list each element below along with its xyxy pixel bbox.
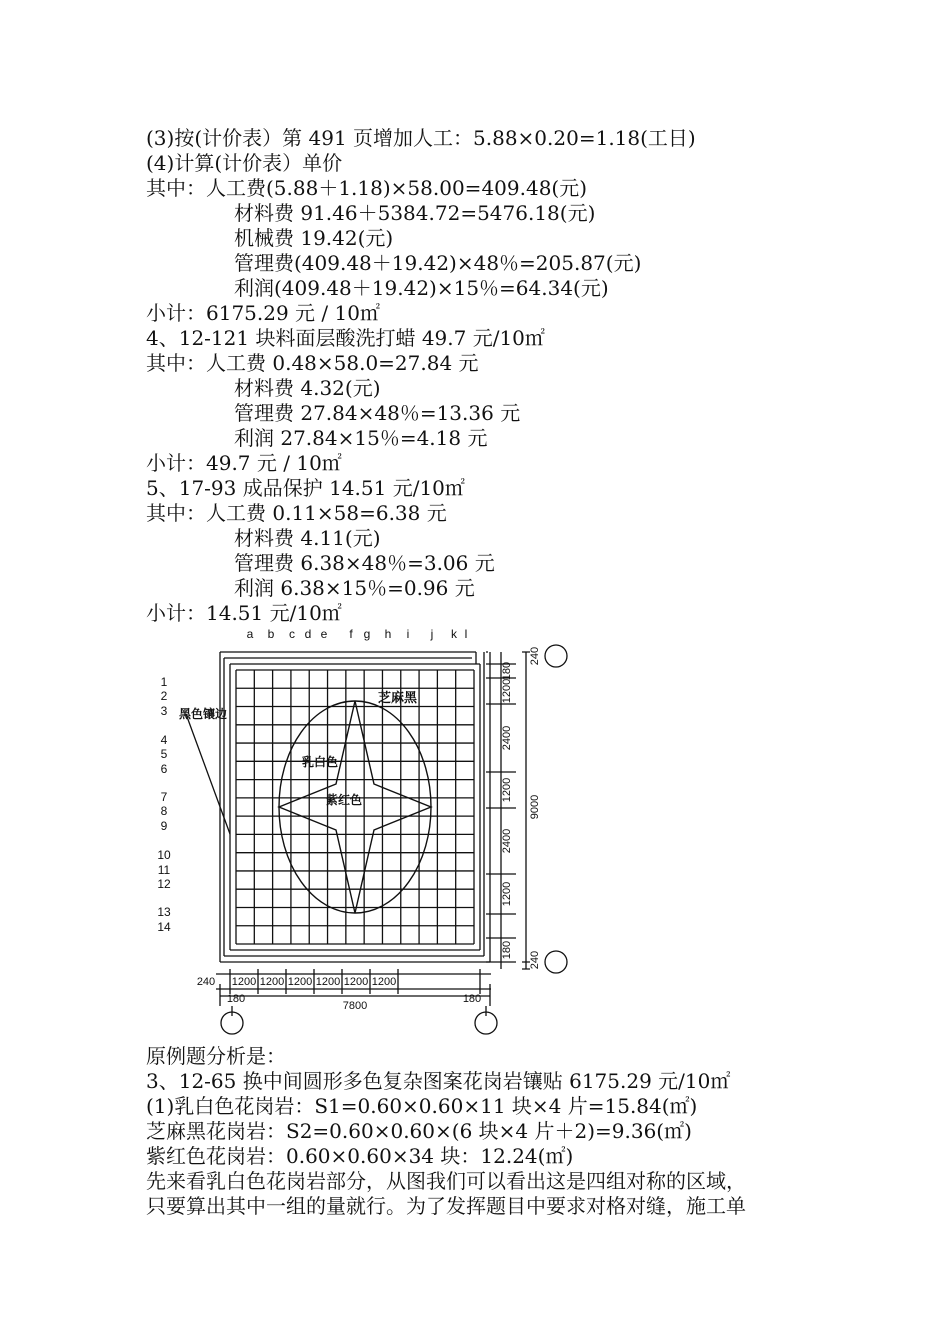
column-letter: c [289, 627, 295, 641]
label-purple-red: 紫红色 [326, 793, 363, 807]
text-line: 机械费 19.42(元) [234, 226, 394, 250]
dimension-label-bottom: 1200 [343, 976, 369, 988]
subtotal-line: 小计：49.7 元 / 10㎡ [146, 451, 342, 475]
dimension-label-bottom-outer: 240 [196, 976, 216, 988]
four-point-star [279, 701, 431, 913]
ellipse-outline [279, 701, 431, 913]
dimension-label-right-outer: 240 [529, 646, 541, 666]
dimension-label-right: 1200 [501, 881, 513, 907]
row-number: 11 [157, 863, 171, 877]
column-letter: k [451, 627, 457, 641]
dimension-label-bottom: 1200 [287, 976, 313, 988]
row-number: 8 [160, 804, 168, 818]
item-heading: 5、17-93 成品保护 14.51 元/10㎡ [146, 476, 465, 500]
row-number: 7 [160, 790, 168, 804]
medallion-pattern [279, 701, 431, 913]
row-number: 10 [157, 848, 171, 862]
row-number: 12 [157, 877, 171, 891]
row-number: 14 [157, 920, 171, 934]
item-heading: 4、12-121 块料面层酸洗打蜡 49.7 元/10㎡ [146, 326, 545, 350]
text-line: 先来看乳白色花岗岩部分，从图我们可以看出这是四组对称的区域， [146, 1169, 746, 1193]
text-line: 管理费 27.84×48％=13.36 元 [234, 401, 521, 425]
row-number: 13 [157, 905, 171, 919]
dimension-label-bottom-edge: 180 [462, 993, 482, 1005]
dimension-label-right: 180 [501, 661, 513, 681]
dimension-label-bottom: 1200 [315, 976, 341, 988]
text-line: (1)乳白色花岗岩：S1=0.60×0.60×11 块×4 片=15.84(㎡) [146, 1094, 698, 1118]
row-number: 9 [160, 819, 168, 833]
dimension-label-total: 7800 [342, 1000, 368, 1012]
tile-grid [236, 670, 474, 944]
row-number: 6 [160, 762, 168, 776]
column-letter: i [406, 627, 410, 641]
text-line: 只要算出其中一组的量就行。为了发挥题目中要求对格对缝，施工单 [146, 1194, 746, 1218]
text-line: 材料费 4.11(元) [234, 526, 381, 550]
text-line: 原例题分析是： [146, 1044, 286, 1068]
floor-plan-diagram [146, 624, 586, 1044]
text-line: (4)计算(计价表）单价 [146, 151, 343, 175]
text-line: 芝麻黑花岗岩：S2=0.60×0.60×(6 块×4 片＋2)=9.36(㎡) [146, 1119, 692, 1143]
column-letter: h [384, 627, 392, 641]
text-line: 紫红色花岗岩：0.60×0.60×34 块：12.24(㎡) [146, 1144, 574, 1168]
dimension-label-bottom-edge: 180 [226, 993, 246, 1005]
dimension-label-bottom: 1200 [231, 976, 257, 988]
text-line: (3)按(计价表）第 491 页增加人工：5.88×0.20=1.18(工日) [146, 126, 696, 150]
text-line: 利润 6.38×15％=0.96 元 [234, 576, 475, 600]
column-letter: l [464, 627, 468, 641]
floor-plan-svg [146, 624, 586, 1044]
text-line: 利润(409.48＋19.42)×15％=64.34(元) [234, 276, 609, 300]
text-line: 其中：人工费 0.48×58.0=27.84 元 [146, 351, 479, 375]
column-letter: b [267, 627, 275, 641]
text-line: 管理费(409.48＋19.42)×48％=205.87(元) [234, 251, 642, 275]
dimension-label-bottom: 1200 [371, 976, 397, 988]
dimension-label-right-outer: 240 [529, 950, 541, 970]
row-number: 1 [160, 675, 168, 689]
dimension-label-right: 2400 [501, 725, 513, 751]
row-number: 4 [160, 733, 168, 747]
text-line: 管理费 6.38×48％=3.06 元 [234, 551, 495, 575]
column-letter: d [304, 627, 312, 641]
dimension-label-right: 180 [501, 940, 513, 960]
text-line: 材料费 4.32(元) [234, 376, 381, 400]
subtotal-line: 小计：14.51 元/10㎡ [146, 601, 342, 625]
text-line: 其中：人工费 0.11×58=6.38 元 [146, 501, 447, 525]
dimension-label-right: 2400 [501, 828, 513, 854]
label-milk-white: 乳白色 [302, 755, 339, 769]
item-heading: 3、12-65 换中间圆形多色复杂图案花岗岩镶贴 6175.29 元/10㎡ [146, 1069, 731, 1093]
row-number: 2 [160, 689, 168, 703]
column-letter: g [363, 627, 371, 641]
subtotal-line: 小计：6175.29 元 / 10㎡ [146, 301, 380, 325]
label-sesame-black: 芝麻黑 [378, 690, 418, 705]
dimension-label-right: 1200 [501, 678, 513, 704]
row-number: 5 [160, 747, 168, 761]
column-letter: j [430, 627, 434, 641]
label-black-border: 黑色镶边 [179, 707, 228, 721]
column-letter: e [320, 627, 328, 641]
text-line: 材料费 91.46＋5384.72=5476.18(元) [234, 201, 596, 225]
column-letter: f [349, 627, 353, 641]
dimension-label-right: 1200 [501, 777, 513, 803]
row-number: 3 [160, 704, 168, 718]
text-line: 其中：人工费(5.88＋1.18)×58.00=409.48(元) [146, 176, 588, 200]
dimension-label-bottom: 1200 [259, 976, 285, 988]
dimension-label-total: 9000 [529, 794, 541, 820]
text-line: 利润 27.84×15％=4.18 元 [234, 426, 488, 450]
column-letter: a [246, 627, 254, 641]
